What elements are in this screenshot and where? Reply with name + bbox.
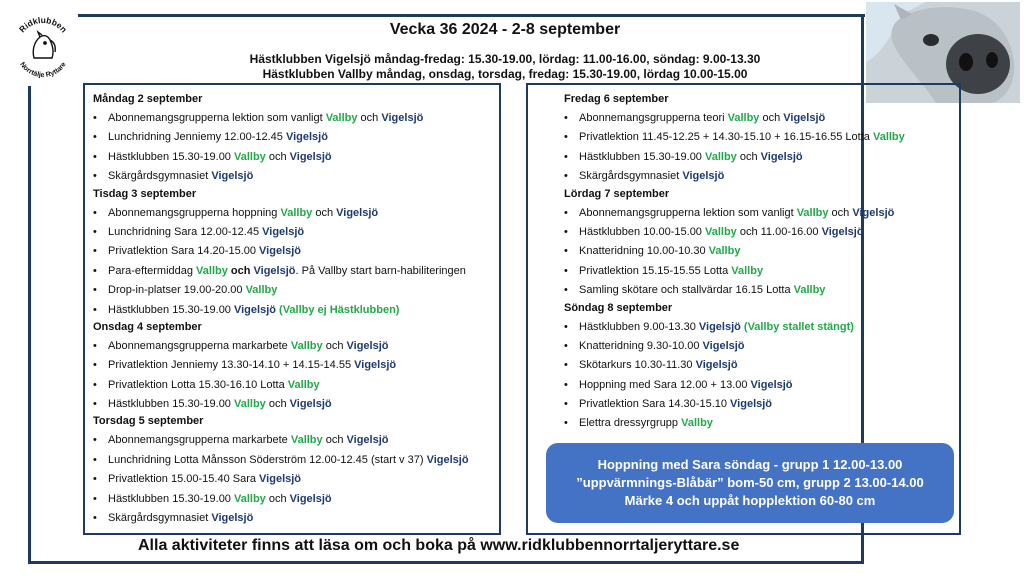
- location-vigelsjo: Vigelsjö: [211, 512, 254, 525]
- item-text: Knatteridning 9.30-10.00: [579, 339, 703, 352]
- location-vigelsjo: Vigelsjö: [695, 359, 738, 372]
- schedule-item: [93, 509, 498, 528]
- svg-text:Norrtälje Ryttare: [18, 61, 68, 79]
- item-text: och: [322, 434, 347, 447]
- schedule-item: [93, 451, 498, 470]
- item-text: Hästklubben 9.00-13.30: [579, 320, 699, 333]
- day-heading: Söndag 8 september: [564, 301, 673, 314]
- page-title: Vecka 36 2024 - 2-8 september: [389, 21, 621, 38]
- schedule-item: [93, 109, 498, 128]
- location-vigelsjo: Vigelsjö: [381, 112, 424, 124]
- day-heading: Måndag 2 september: [93, 93, 203, 105]
- location-vigelsjo: Vigelsjö: [783, 112, 826, 124]
- location-vallby: Vallby: [704, 225, 737, 238]
- location-vigelsjo: Vigelsjö: [730, 398, 773, 411]
- location-vallby: Vallby: [233, 150, 266, 163]
- right-schedule-column: [564, 92, 959, 434]
- schedule-item: [93, 204, 498, 223]
- location-vigelsjo: Vigelsjö: [346, 339, 389, 352]
- item-text: Skärgårdsgymnasiet: [108, 512, 212, 525]
- location-vigelsjo: Vigelsjö: [821, 225, 864, 238]
- schedule-item: [564, 318, 959, 337]
- item-text: Privatlektion 11.45-12.25 + 14.30-15.10 + 16.15-16.55 Lotta: [579, 131, 873, 144]
- schedule-item: [564, 242, 959, 261]
- item-text: . På Vallby start barn-habiliteringen: [295, 264, 466, 277]
- location-vallby: Vallby: [280, 206, 313, 219]
- item-text: Para-eftermiddag: [108, 264, 197, 277]
- item-text: Elettra dressyrgrupp: [579, 417, 682, 430]
- schedule-item: [564, 337, 959, 356]
- item-text: Abonnemangsgrupperna markarbete: [108, 434, 291, 447]
- day-heading: Fredag 6 september: [564, 93, 669, 105]
- top-rule: [85, 14, 865, 17]
- schedule-item: [93, 128, 498, 147]
- schedule-item: [564, 281, 959, 300]
- location-vigelsjo: Vigelsjö: [289, 150, 332, 163]
- location-vigelsjo: Vigelsjö: [289, 398, 332, 411]
- item-text: och 11.00-16.00: [736, 225, 822, 238]
- location-vallby: Vallby: [793, 284, 826, 297]
- item-text: Privatlektion 15.15-15.55 Lotta: [579, 264, 732, 277]
- location-vigelsjo: Vigelsjö: [253, 264, 296, 277]
- day-heading: Tisdag 3 september: [93, 187, 197, 200]
- item-text: Hästklubben 10.00-15.00: [579, 225, 705, 238]
- schedule-item: [564, 395, 959, 414]
- horse-head-icon: [33, 32, 55, 58]
- schedule-item: [93, 301, 498, 320]
- schedule-item: [93, 242, 498, 261]
- location-vigelsjo: Vigelsjö: [354, 359, 397, 372]
- item-text: Abonnemangsgrupperna teori: [579, 112, 728, 124]
- hours-vigelsjo: Hästklubben Vigelsjö måndag-fredag: 15.30-19.00, lördag: 11.00-16.00, söndag: 9.00-13.30: [249, 52, 761, 66]
- day-heading: Torsdag 5 september: [93, 415, 204, 428]
- item-text: och: [357, 112, 382, 124]
- location-vigelsjo: Vigelsjö: [682, 170, 725, 183]
- item-text: Abonnemangsgrupperna lektion som vanligt: [108, 112, 326, 124]
- item-text: Samling skötare och stallvärdar 16.15 Lotta: [579, 284, 794, 297]
- schedule-item: [93, 395, 498, 414]
- left-schedule-column: [93, 92, 498, 528]
- day-heading: Onsdag 4 september: [93, 320, 202, 333]
- schedule-item: [564, 414, 959, 433]
- location-vallby: Vallby: [290, 339, 323, 352]
- location-vigelsjo: Vigelsjö: [289, 492, 332, 505]
- schedule-item: [564, 223, 959, 242]
- item-text: Privatlektion Sara 14.30-15.10: [579, 398, 731, 411]
- location-vallby: Vallby: [872, 131, 905, 144]
- location-vigelsjo: Vigelsjö: [426, 453, 469, 466]
- item-text: Abonnemangsgrupperna markarbete: [108, 339, 291, 352]
- schedule-item: [93, 148, 498, 167]
- item-text: Skötarkurs 10.30-11.30: [579, 359, 696, 372]
- location-vallby: Vallby: [287, 378, 320, 391]
- location-vigelsjo: Vigelsjö: [259, 473, 302, 486]
- schedule-item: [564, 376, 959, 395]
- item-text: Lunchridning Jenniemy 12.00-12.45: [108, 131, 286, 144]
- schedule-item: [93, 281, 498, 300]
- item-text: Skärgårdsgymnasiet: [579, 170, 683, 183]
- item-text: Hästklubben 15.30-19.00: [108, 303, 234, 316]
- item-text: och: [227, 264, 254, 277]
- location-vigelsjo: Vigelsjö: [702, 339, 745, 352]
- item-text: och: [322, 339, 347, 352]
- item-text: Hästklubben 15.30-19.00: [108, 492, 234, 505]
- schedule-item: [93, 262, 498, 281]
- schedule-item: [564, 262, 959, 281]
- item-text: och: [265, 398, 290, 411]
- item-text: Privatlektion Lotta 15.30-16.10 Lotta: [108, 378, 288, 391]
- schedule-item: [93, 376, 498, 395]
- item-text: Skärgårdsgymnasiet: [108, 170, 212, 183]
- item-text: Privatlektion 15.00-15.40 Sara: [108, 473, 260, 486]
- item-text: och: [828, 206, 853, 219]
- item-text: Lunchridning Lotta Månsson Söderström 12.00-12.45 (start v 37): [108, 453, 427, 466]
- location-vigelsjo: Vigelsjö: [760, 150, 803, 163]
- location-vigelsjo: Vigelsjö: [262, 225, 305, 238]
- location-vallby: Vallby: [681, 417, 713, 430]
- schedule-item: [93, 431, 498, 450]
- item-text: Privatlektion Sara 14.20-15.00: [108, 245, 260, 258]
- location-vigelsjo: Vigelsjö: [698, 320, 741, 333]
- location-vallby: Vallby: [233, 398, 266, 411]
- location-vallby: Vallby: [708, 245, 741, 258]
- item-text: och: [265, 150, 290, 163]
- schedule-item: [93, 223, 498, 242]
- item-text: och: [736, 150, 761, 163]
- location-vallby: Vallby: [290, 434, 323, 447]
- item-text: Drop-in-platser 19.00-20.00: [108, 284, 246, 297]
- location-vallby: (Vallby ej Hästklubben): [275, 303, 400, 316]
- location-vallby: Vallby: [233, 492, 266, 505]
- logo-text-top: Ridklubben: [16, 14, 70, 35]
- item-text: Abonnemangsgrupperna hoppning: [108, 206, 281, 219]
- item-text: och: [312, 206, 337, 219]
- location-vigelsjo: Vigelsjö: [852, 206, 895, 219]
- location-vallby: Vallby: [796, 206, 829, 219]
- schedule-item: [564, 109, 959, 128]
- schedule-item: [564, 128, 959, 147]
- day-heading: Lördag 7 september: [564, 187, 670, 200]
- item-text: och: [759, 112, 784, 124]
- location-vigelsjo: Vigelsjö: [336, 206, 379, 219]
- location-vallby: Vallby: [727, 112, 760, 124]
- schedule-item: [564, 356, 959, 375]
- club-logo: [8, 6, 78, 86]
- schedule-item: [93, 337, 498, 356]
- schedule-item: [564, 167, 959, 186]
- jumping-info-callout: Hoppning med Sara söndag - grupp 1 12.00-13.00 ”uppvärmnings-Blåbär” bom-50 cm, grupp 2 13.00-14.00 Märke 4 och uppåt hopplektion 60-80 cm: [546, 443, 954, 523]
- location-vigelsjo: Vigelsjö: [211, 170, 254, 183]
- location-vallby: Vallby: [325, 112, 358, 124]
- schedule-item: [564, 148, 959, 167]
- hours-vallby: Hästklubben Vallby måndag, onsdag, torsdag, fredag: 15.30-19.00, lördag 10.00-15.00: [262, 67, 748, 81]
- footer-booking-note: Alla aktiviteter finns att läsa om och boka på www.ridklubbennorrtaljeryttare.se: [138, 537, 740, 554]
- item-text: Knatteridning 10.00-10.30: [579, 245, 709, 258]
- item-text: Hästklubben 15.30-19.00: [579, 150, 705, 163]
- item-text: Privatlektion Jenniemy 13.30-14.10 + 14.15-14.55: [108, 359, 355, 372]
- schedule-item: [93, 167, 498, 186]
- item-text: Abonnemangsgrupperna lektion som vanligt: [579, 206, 797, 219]
- location-vigelsjo: Vigelsjö: [346, 434, 389, 447]
- location-vallby: Vallby: [731, 264, 764, 277]
- schedule-item: [93, 356, 498, 375]
- schedule-item: [93, 490, 498, 509]
- location-vigelsjo: Vigelsjö: [259, 245, 302, 258]
- item-text: Hästklubben 15.30-19.00: [108, 150, 234, 163]
- location-vallby: Vallby: [245, 284, 278, 297]
- item-text: Hoppning med Sara 12.00 + 13.00: [579, 378, 751, 391]
- schedule-item: [93, 470, 498, 489]
- location-vigelsjo: Vigelsjö: [233, 303, 276, 316]
- svg-text:Ridklubben: [17, 15, 69, 34]
- location-vallby: Vallby: [704, 150, 737, 163]
- logo-text-bottom: Norrtälje Ryttare: [18, 61, 68, 80]
- location-vallby: Vallby: [196, 264, 228, 277]
- location-vigelsjo: Vigelsjö: [750, 378, 793, 391]
- location-vallby: (Vallby stallet stängt): [740, 320, 854, 333]
- location-vigelsjo: Vigelsjö: [285, 131, 328, 144]
- schedule-item: [564, 204, 959, 223]
- item-text: och: [265, 492, 290, 505]
- item-text: Hästklubben 15.30-19.00: [108, 398, 234, 411]
- item-text: Lunchridning Sara 12.00-12.45: [108, 225, 263, 238]
